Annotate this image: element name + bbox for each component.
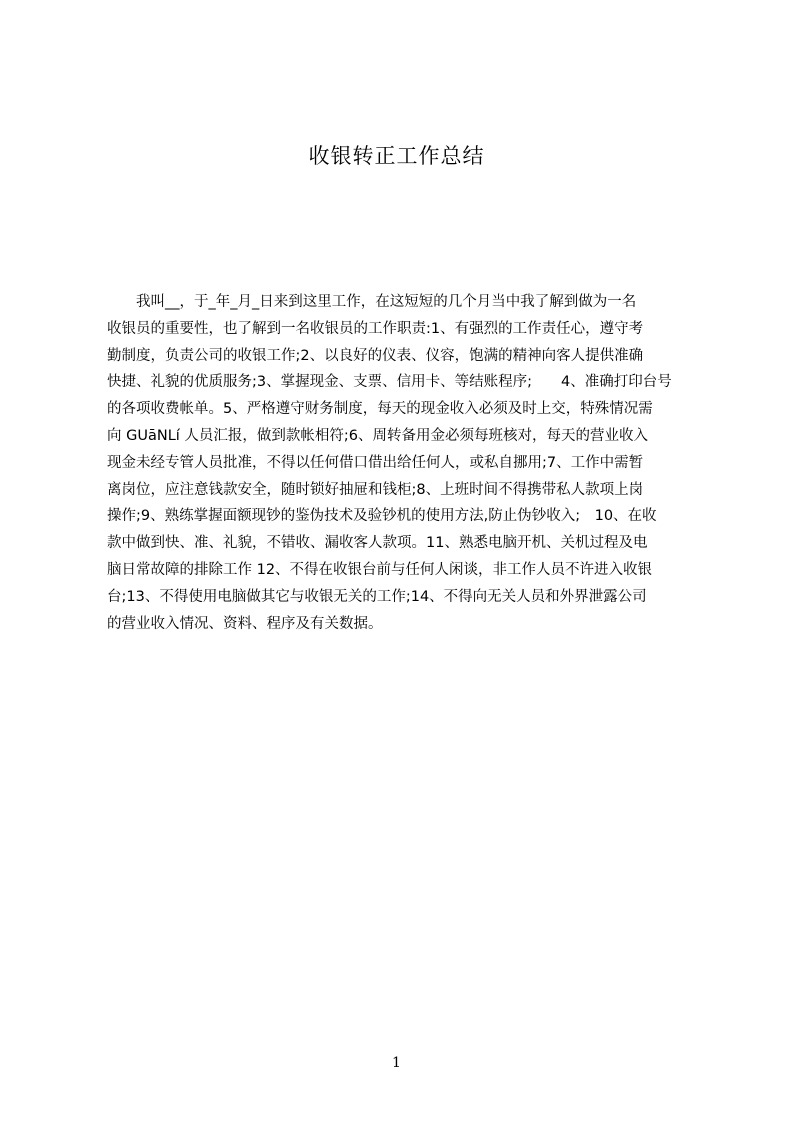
page-number: 1 [392,1055,401,1071]
body-line: 快捷、礼貌的优质服务;3、掌握现金、支票、信用卡、等结账程序; 4、准确打印台号 [107,374,672,391]
body-line: 脑日常故障的排除工作 12、不得在收银台前与任何人闲谈，非工作人员不许进入收银 [107,561,653,578]
body-line: 勤制度，负责公司的收银工作;2、以良好的仪表、仪容，饱满的精神向客人提供准确 [107,347,644,364]
body-line: 向 GUāNLí 人员汇报，做到款帐相符;6、周转备用金必须每班核对，每天的营业收入 [107,427,649,444]
body-line: 现金未经专管人员批准，不得以任何借口借出给任何人，或私自挪用;7、工作中需暂 [107,454,644,471]
body-line: 收银员的重要性，也了解到一名收银员的工作职责:1、有强烈的工作责任心，遵守考 [107,320,644,337]
body-line: 款中做到快、准、礼貌，不错收、漏收客人款项。11、熟悉电脑开机、关机过程及电 [107,535,648,552]
body-line: 离岗位，应注意钱款安全，随时锁好抽屉和钱柜;8、上班时间不得携带私人款项上岗 [107,481,644,498]
document-title: 收银转正工作总结 [308,144,485,168]
body-line: 台;13、不得使用电脑做其它与收银无关的工作;14、不得向无关人员和外界泄露公司 [107,588,647,605]
body-line: 的营业收入情况、资料、程序及有关数据。 [107,615,383,632]
body-line: 的各项收费帐单。5、严格遵守财务制度，每天的现金收入必须及时上交，特殊情况需 [107,401,653,418]
body-line: 操作;9、熟练掌握面额现钞的鉴伪技术及验钞机的使用方法,防止伪钞收入; 10、在收 [107,508,657,525]
document-body [107,289,697,637]
body-line: 我叫__，于_年_月_日来到这里工作，在这短短的几个月当中我了解到做为一名 [107,294,637,310]
